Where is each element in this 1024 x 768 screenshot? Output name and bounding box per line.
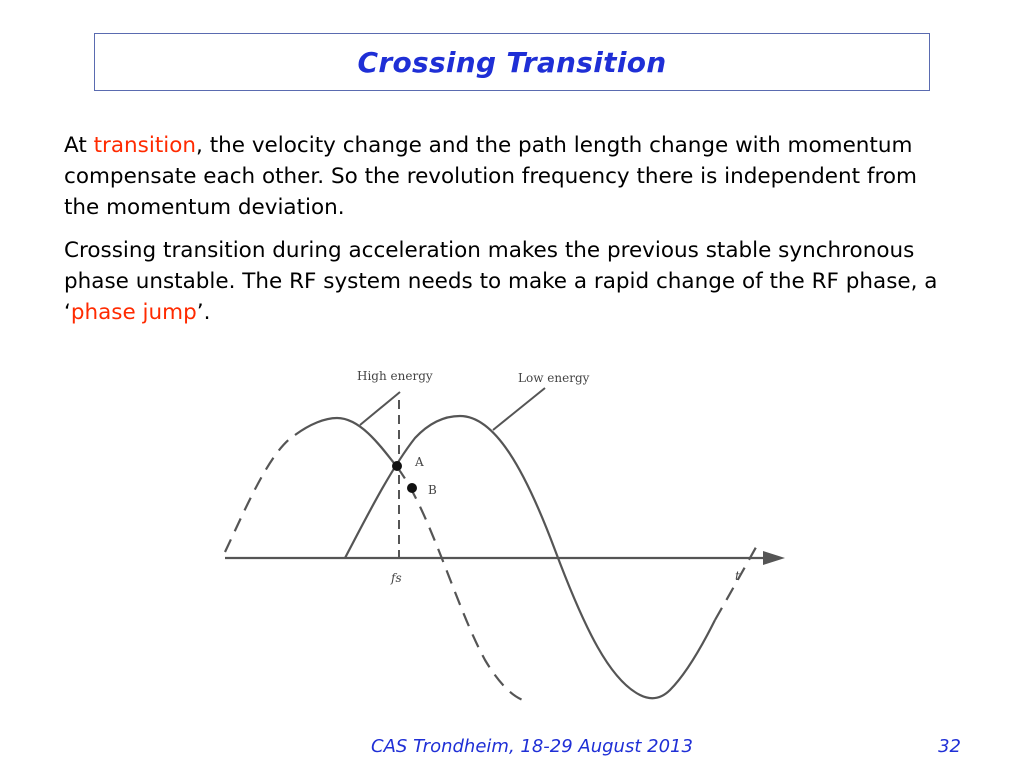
para1-pre: At: [64, 133, 94, 158]
para2-pre: Crossing transition during acceleration makes the previous stable synchronous phase unstable. The RF system needs to make a rapid change of the RF phase, a ‘: [64, 238, 938, 325]
fs-label: fs: [391, 571, 402, 585]
transition-highlight: transition: [93, 133, 197, 158]
phase-jump-highlight: phase jump: [70, 300, 197, 325]
para1-post: , the velocity change and the path length change with momentum compensate each other. So the revolution frequency there is independent from the momentum deviation.: [64, 133, 917, 220]
body-text: [64, 130, 954, 340]
high-energy-leader: [360, 392, 400, 425]
slide-title: Crossing Transition: [357, 45, 667, 79]
phase-jump-figure: [215, 360, 790, 705]
low-energy-label: Low energy: [518, 371, 590, 385]
para2-post: ’.: [196, 300, 211, 325]
point-a-label: A: [415, 455, 424, 469]
high-energy-curve-dashed-right: [397, 467, 530, 702]
axis-arrow-icon: [763, 551, 785, 565]
high-energy-curve: [295, 418, 397, 467]
point-b-label: B: [428, 483, 437, 497]
footer: [0, 736, 1024, 757]
point-a-dot: [392, 461, 402, 471]
point-b-dot: [407, 483, 417, 493]
low-energy-leader: [493, 388, 545, 430]
title-box: [94, 33, 930, 91]
page-number: 32: [938, 736, 961, 757]
t-axis-label: t: [735, 569, 740, 583]
paragraph-1: [64, 130, 954, 223]
high-energy-label: High energy: [357, 369, 433, 383]
high-energy-curve-dashed-left: [225, 435, 295, 552]
paragraph-2: [64, 235, 954, 328]
footer-text: CAS Trondheim, 18-29 August 2013: [371, 736, 693, 757]
